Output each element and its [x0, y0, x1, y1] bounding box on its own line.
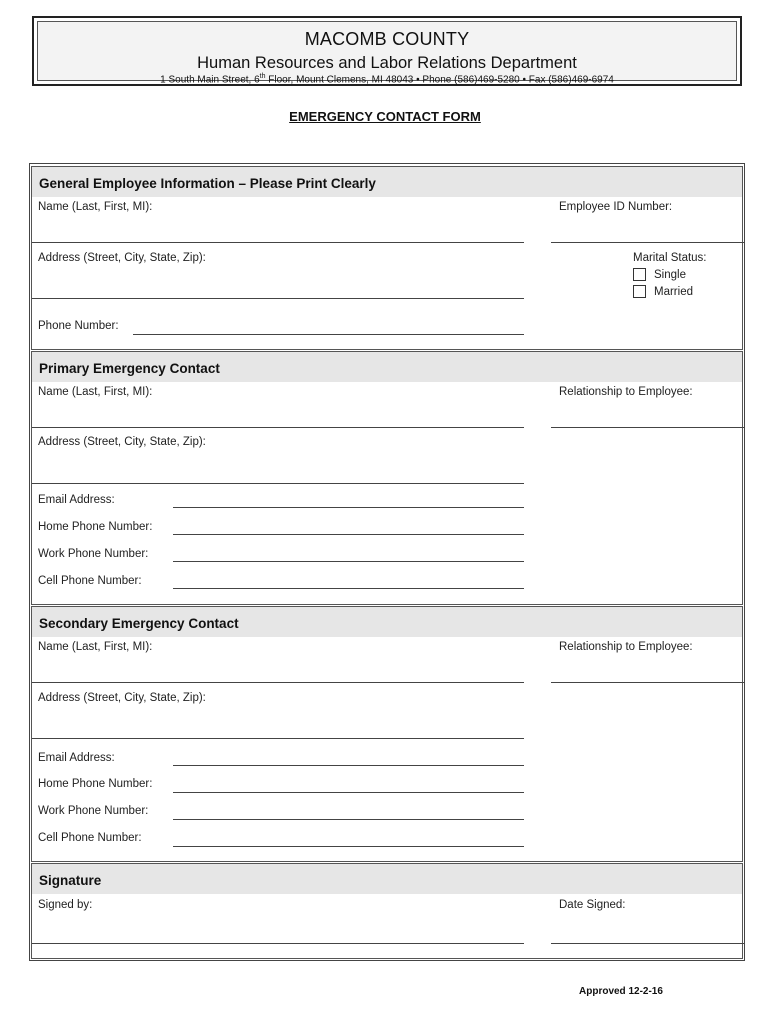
- primary-name-label: Name (Last, First, MI):: [38, 386, 153, 398]
- secondary-name-label: Name (Last, First, MI):: [38, 641, 153, 653]
- primary-relationship-label: Relationship to Employee:: [559, 386, 693, 398]
- single-label: Single: [654, 269, 686, 281]
- county-header: [32, 16, 742, 86]
- secondary-address-label: Address (Street, City, State, Zip):: [38, 692, 206, 704]
- primary-address-label: Address (Street, City, State, Zip):: [38, 436, 206, 448]
- primary-name-field[interactable]: [32, 427, 524, 428]
- primary-work-phone-field[interactable]: [173, 561, 524, 562]
- secondary-work-phone-field[interactable]: [173, 819, 524, 820]
- secondary-home-phone-field[interactable]: [173, 792, 524, 793]
- employee-phone-field[interactable]: [133, 334, 524, 335]
- secondary-work-phone-label: Work Phone Number:: [38, 805, 149, 817]
- single-checkbox[interactable]: [633, 268, 646, 281]
- secondary-relationship-field[interactable]: [551, 682, 744, 683]
- marital-status-label: Marital Status:: [633, 252, 707, 264]
- primary-relationship-field[interactable]: [551, 427, 744, 428]
- signature-section: [31, 863, 743, 959]
- approval-date: Approved 12-2-16: [579, 986, 663, 997]
- secondary-cell-phone-label: Cell Phone Number:: [38, 832, 142, 844]
- employee-id-field[interactable]: [551, 242, 744, 243]
- married-label: Married: [654, 286, 693, 298]
- secondary-relationship-label: Relationship to Employee:: [559, 641, 693, 653]
- employee-phone-label: Phone Number:: [38, 320, 119, 332]
- employee-id-label: Employee ID Number:: [559, 201, 673, 213]
- primary-email-field[interactable]: [173, 507, 524, 508]
- signed-by-label: Signed by:: [38, 899, 93, 911]
- header-inner-border: [37, 21, 737, 86]
- secondary-name-field[interactable]: [32, 682, 524, 683]
- address-superscript: th: [259, 73, 266, 80]
- address-rest: Floor, Mount Clemens, MI 48043 • Phone (586)469-5280 • Fax (586)469-6974: [265, 74, 614, 86]
- form-title: EMERGENCY CONTACT FORM: [289, 109, 481, 124]
- primary-home-phone-field[interactable]: [173, 534, 524, 535]
- department-address: [38, 73, 736, 85]
- secondary-contact-heading: Secondary Emergency Contact: [32, 607, 742, 637]
- primary-email-label: Email Address:: [38, 494, 115, 506]
- general-info-heading: General Employee Information – Please Print Clearly: [32, 167, 742, 197]
- primary-contact-section: [31, 351, 743, 605]
- primary-address-field[interactable]: [32, 483, 524, 484]
- secondary-home-phone-label: Home Phone Number:: [38, 778, 153, 790]
- primary-cell-phone-label: Cell Phone Number:: [38, 575, 142, 587]
- signature-field[interactable]: [32, 943, 524, 944]
- date-signed-field[interactable]: [551, 943, 744, 944]
- primary-home-phone-label: Home Phone Number:: [38, 521, 153, 533]
- employee-address-field[interactable]: [32, 298, 524, 299]
- secondary-email-field[interactable]: [173, 765, 524, 766]
- secondary-contact-section: [31, 606, 743, 862]
- secondary-email-label: Email Address:: [38, 752, 115, 764]
- secondary-cell-phone-field[interactable]: [173, 846, 524, 847]
- primary-cell-phone-field[interactable]: [173, 588, 524, 589]
- date-signed-label: Date Signed:: [559, 899, 626, 911]
- married-checkbox[interactable]: [633, 285, 646, 298]
- address-start: 1 South Main Street, 6: [160, 74, 260, 86]
- county-name: MACOMB COUNTY: [304, 29, 470, 49]
- primary-work-phone-label: Work Phone Number:: [38, 548, 149, 560]
- secondary-address-field[interactable]: [32, 738, 524, 739]
- employee-name-field[interactable]: [32, 242, 524, 243]
- employee-name-label: Name (Last, First, MI):: [38, 201, 153, 213]
- department-name: Human Resources and Labor Relations Department: [197, 54, 577, 72]
- signature-heading: Signature: [32, 864, 742, 894]
- employee-address-label: Address (Street, City, State, Zip):: [38, 252, 206, 264]
- general-info-section: [31, 166, 743, 350]
- primary-contact-heading: Primary Emergency Contact: [32, 352, 742, 382]
